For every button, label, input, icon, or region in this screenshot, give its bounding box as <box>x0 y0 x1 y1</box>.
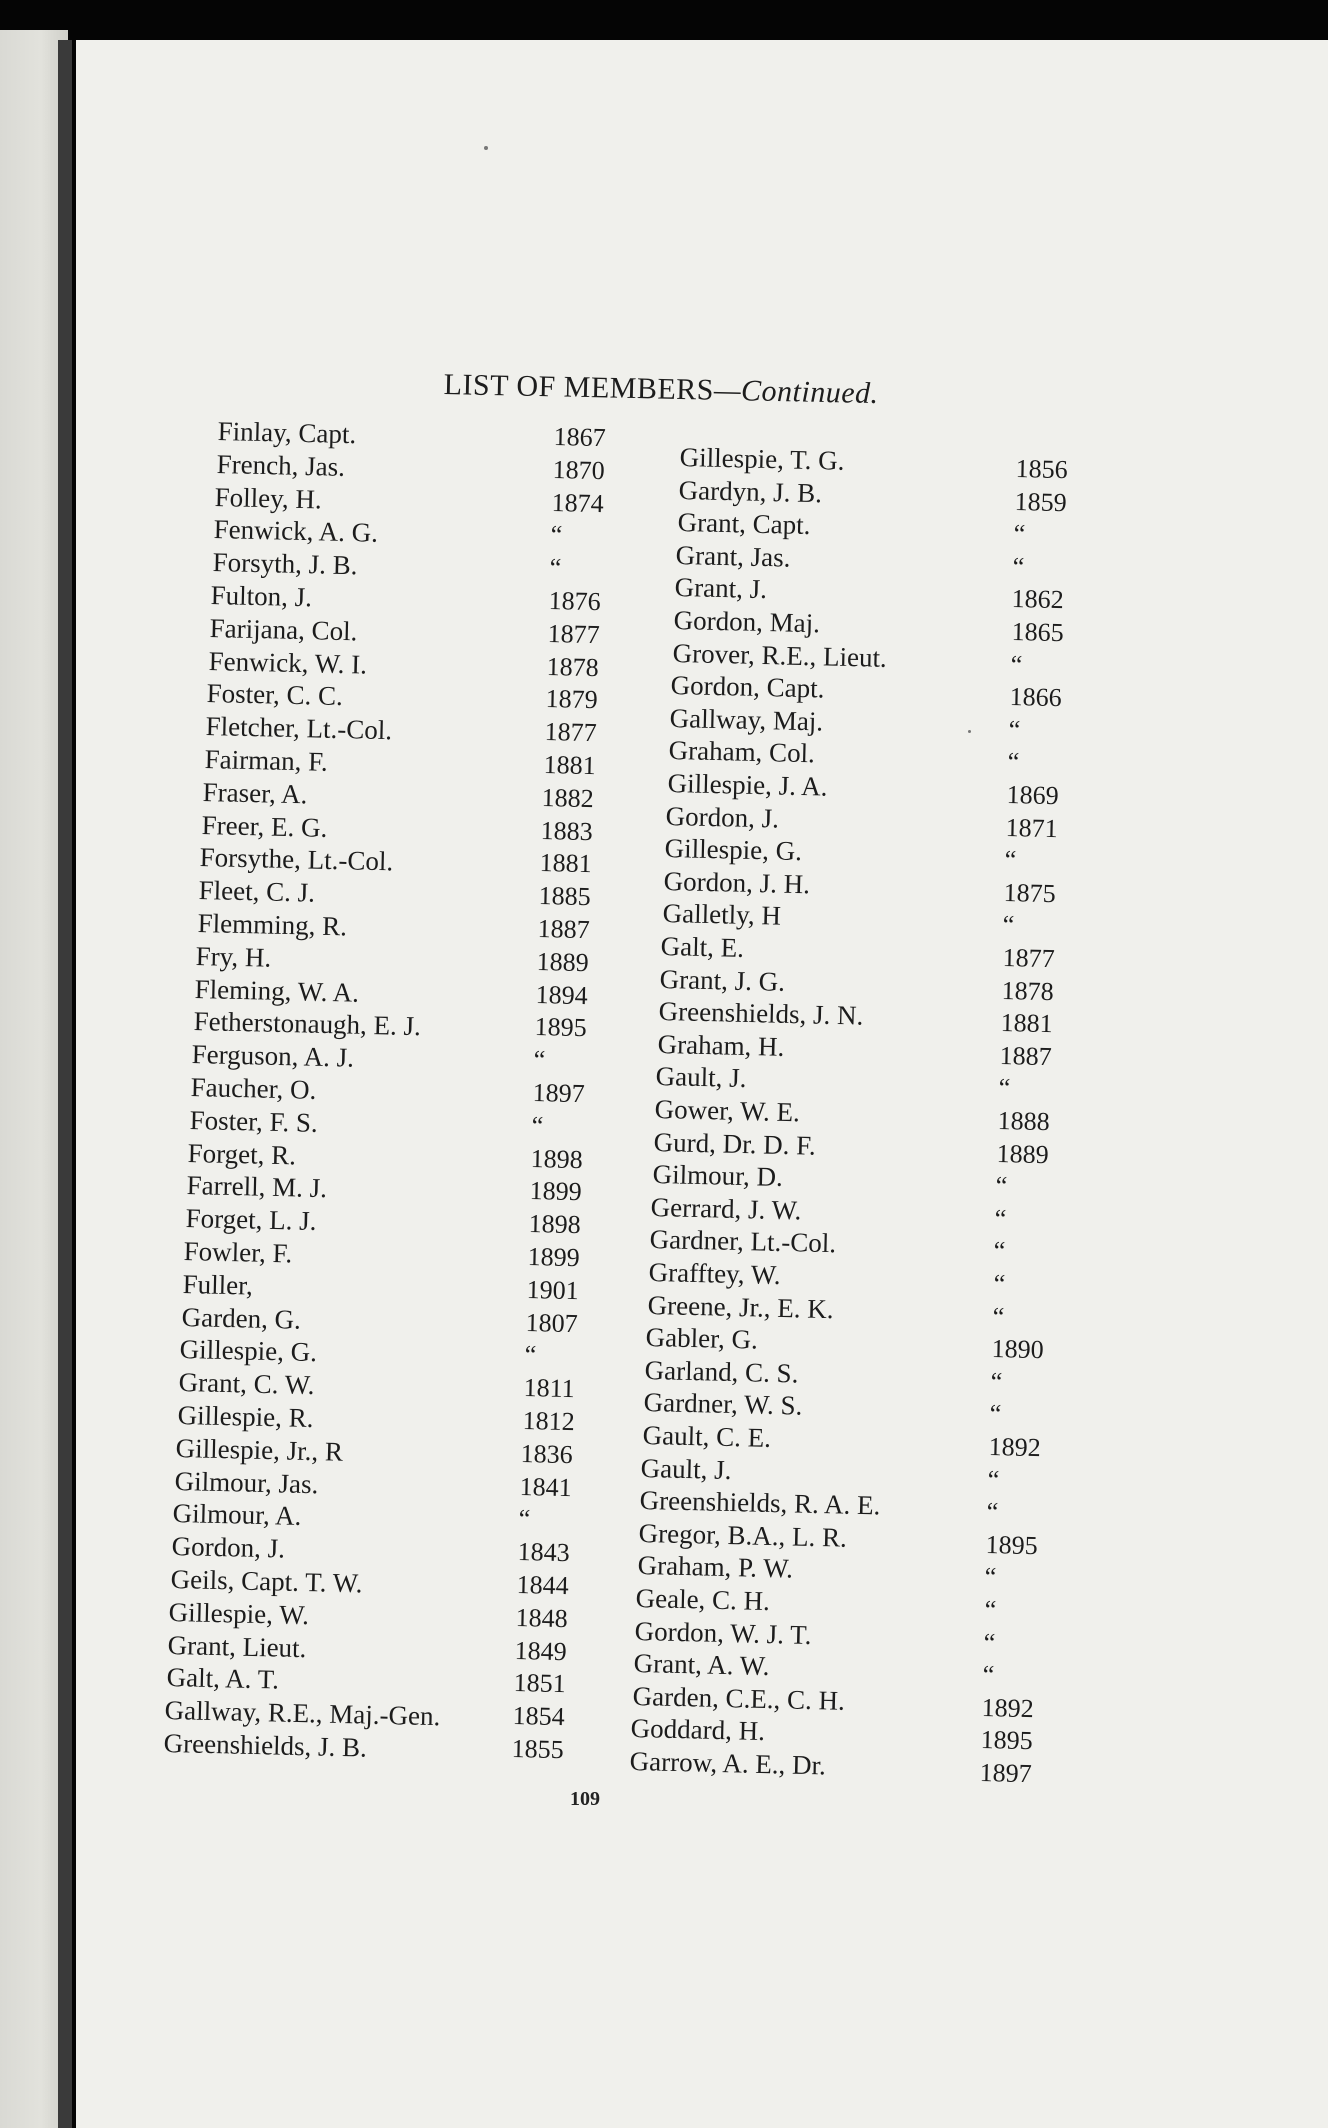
member-year: 1849 <box>514 1635 568 1666</box>
member-name: Galletly, H <box>661 898 781 932</box>
member-name: Gillespie, G. <box>664 833 803 867</box>
member-year: 1859 <box>1014 486 1068 517</box>
member-year: “ <box>550 520 563 550</box>
member-year: 1898 <box>530 1143 583 1174</box>
member-year: 1870 <box>552 454 605 485</box>
member-year: 1890 <box>991 1334 1044 1365</box>
member-year: 1871 <box>1005 812 1059 843</box>
member-year: “ <box>523 1340 537 1370</box>
member-name: Gordon, J. <box>171 1531 286 1564</box>
member-name: Gurd, Dr. D. F. <box>653 1126 816 1161</box>
member-year: 1836 <box>520 1438 574 1469</box>
member-year: 1865 <box>1010 617 1064 648</box>
member-year: 1877 <box>543 717 597 748</box>
member-name: Gardner, Lt.-Col. <box>649 1224 837 1259</box>
member-name: Galt, A. T. <box>166 1662 279 1695</box>
member-name: Gordon, Capt. <box>670 670 825 704</box>
member-name: Grafftey, W. <box>648 1257 781 1290</box>
member-year: 1844 <box>516 1570 570 1601</box>
member-name: Fleet, C. J. <box>198 875 316 908</box>
member-name: Gault, J. <box>655 1061 748 1094</box>
member-year: “ <box>1002 910 1015 940</box>
heading-continued: —Continued. <box>713 373 879 411</box>
member-name: Greenshields, J. B. <box>163 1728 368 1763</box>
member-name: Gabler, G. <box>645 1322 759 1355</box>
member-name: Garden, G. <box>180 1301 301 1335</box>
member-name: Greenshields, J. N. <box>658 996 864 1031</box>
member-name: Farijana, Col. <box>209 612 358 647</box>
member-name: Gallway, R.E., Maj.-Gen. <box>164 1695 442 1732</box>
member-year: “ <box>531 1110 544 1141</box>
member-year: 1899 <box>527 1242 580 1273</box>
member-year: “ <box>983 1595 997 1625</box>
member-year: 1881 <box>1000 1008 1053 1039</box>
member-name: Garland, C. S. <box>644 1354 799 1389</box>
paper-speck <box>968 730 971 733</box>
member-year: “ <box>986 1497 999 1527</box>
member-year: “ <box>994 1203 1007 1234</box>
member-name: Fulton, J. <box>210 580 313 613</box>
member-year: 1879 <box>544 684 598 715</box>
member-name: Grant, C. W. <box>178 1367 315 1401</box>
member-year: “ <box>518 1504 531 1534</box>
member-year: 1855 <box>511 1734 565 1765</box>
member-name: Graham, Col. <box>668 735 815 769</box>
member-name: Garden, C.E., C. H. <box>631 1680 845 1716</box>
member-year: 1897 <box>532 1078 586 1109</box>
member-year: “ <box>989 1399 1002 1429</box>
member-year: “ <box>1008 714 1021 745</box>
member-year: 1899 <box>529 1176 582 1207</box>
member-year: 1877 <box>1001 943 1055 974</box>
member-year: “ <box>998 1073 1011 1103</box>
member-name: Gregor, B.A., L. R. <box>638 1517 847 1553</box>
member-year: 1854 <box>512 1701 566 1732</box>
member-name: Folley, H. <box>214 481 323 515</box>
member-name: Gillespie, R. <box>176 1400 314 1434</box>
member-year: 1897 <box>979 1758 1033 1789</box>
member-name: Grant, Capt. <box>676 507 811 541</box>
member-name: Gault, C. E. <box>641 1420 771 1453</box>
member-year: 1874 <box>551 487 604 518</box>
member-name: Gillespie, J. A. <box>666 768 828 802</box>
member-year: “ <box>993 1236 1006 1266</box>
member-name: Goddard, H. <box>630 1713 766 1747</box>
member-year: 1856 <box>1015 454 1069 485</box>
member-year: 1889 <box>996 1138 1050 1169</box>
member-name: Fry, H. <box>195 940 272 973</box>
member-name: Fowler, F. <box>183 1236 293 1269</box>
member-year: “ <box>1004 845 1017 875</box>
member-year: 1841 <box>519 1471 573 1502</box>
member-year: 1894 <box>535 979 589 1010</box>
member-name: Fletcher, Lt.-Col. <box>205 711 393 746</box>
member-year: “ <box>1013 519 1026 549</box>
member-year: 1867 <box>553 422 607 453</box>
member-year: 1869 <box>1006 780 1060 811</box>
member-year: 1887 <box>537 914 591 945</box>
member-year: “ <box>987 1464 1000 1494</box>
member-name: Gallway, Maj. <box>669 702 824 737</box>
member-year: “ <box>533 1045 546 1075</box>
member-name: Gilmour, Jas. <box>174 1465 319 1499</box>
member-name: Gordon, J. <box>665 800 780 834</box>
paper-speck <box>484 146 488 150</box>
member-name: Gardyn, J. B. <box>678 474 823 508</box>
member-name: Forget, L. J. <box>184 1203 317 1237</box>
member-year: 1877 <box>547 618 600 649</box>
member-name: Farrell, M. J. <box>186 1170 328 1204</box>
member-year: 1866 <box>1009 682 1062 713</box>
member-name: Gillespie, W. <box>168 1596 310 1630</box>
member-year: “ <box>995 1171 1008 1201</box>
member-name: Greenshields, R. A. E. <box>639 1485 881 1521</box>
member-year: 1878 <box>546 651 599 682</box>
member-year: 1882 <box>541 782 595 813</box>
member-year: 1848 <box>515 1602 569 1633</box>
member-name: French, Jas. <box>216 448 345 482</box>
member-name: Gerrard, J. W. <box>650 1191 802 1226</box>
member-year: 1895 <box>534 1012 588 1043</box>
page-number: 109 <box>570 1788 600 1810</box>
member-name: Gillespie, Jr., R <box>175 1432 344 1467</box>
member-name: Forsyth, J. B. <box>211 547 358 581</box>
member-year: 1888 <box>997 1106 1051 1137</box>
member-name: Galt, E. <box>660 931 745 963</box>
member-name: Fenwick, A. G. <box>213 514 379 549</box>
member-year: 1878 <box>1000 975 1054 1006</box>
member-year: 1895 <box>985 1529 1039 1560</box>
member-name: Grant, Jas. <box>675 539 792 573</box>
member-name: Fraser, A. <box>202 776 308 810</box>
page-gutter <box>58 40 72 2128</box>
member-name: Gordon, W. J. T. <box>634 1615 812 1650</box>
member-name: Geale, C. H. <box>635 1583 771 1617</box>
member-name: Gilmour, A. <box>172 1498 303 1532</box>
member-name: Fairman, F. <box>203 744 328 777</box>
member-name: Gordon, J. H. <box>663 865 811 900</box>
member-name: Greene, Jr., E. K. <box>646 1289 834 1324</box>
member-name: Forsythe, Lt.-Col. <box>199 842 394 877</box>
member-name: Flemming, R. <box>197 908 348 942</box>
member-name: Gordon, Maj. <box>673 605 820 639</box>
member-year: 1898 <box>528 1209 581 1240</box>
member-year: 1892 <box>988 1432 1042 1463</box>
member-name: Gilmour, D. <box>651 1159 783 1193</box>
member-name: Forget, R. <box>187 1137 297 1171</box>
member-name: Gardner, W. S. <box>643 1387 803 1421</box>
member-year: 1895 <box>980 1725 1033 1756</box>
member-name: Fetherstonaugh, E. J. <box>193 1006 421 1042</box>
member-year: 1881 <box>539 848 593 879</box>
member-year: “ <box>982 1627 996 1657</box>
member-year: 1889 <box>536 946 590 977</box>
member-name: Gillespie, G. <box>179 1334 318 1368</box>
member-name: Grant, Lieut. <box>167 1629 307 1663</box>
member-name: Grant, J. G. <box>659 963 786 997</box>
member-name: Grant, A. W. <box>633 1648 770 1682</box>
member-name: Foster, C. C. <box>206 678 344 712</box>
member-name: Grover, R.E., Lieut. <box>671 637 887 673</box>
member-name: Graham, H. <box>656 1028 785 1062</box>
member-year: “ <box>992 1269 1006 1299</box>
member-year: “ <box>549 553 562 583</box>
member-year: “ <box>1009 649 1023 679</box>
member-name: Fuller, <box>182 1268 254 1301</box>
member-name: Garrow, A. E., Dr. <box>629 1746 827 1781</box>
member-year: “ <box>1012 551 1025 582</box>
member-year: “ <box>984 1562 997 1592</box>
member-year: 1862 <box>1011 584 1065 615</box>
member-year: 1887 <box>999 1040 1052 1071</box>
heading-main: LIST OF MEMBERS <box>443 368 715 407</box>
member-year: 1892 <box>981 1692 1034 1723</box>
member-name: Gault, J. <box>640 1452 733 1485</box>
member-name: Gower, W. E. <box>654 1094 801 1128</box>
member-year: 1876 <box>548 586 601 617</box>
member-name: Geils, Capt. T. W. <box>170 1564 363 1599</box>
member-year: 1883 <box>540 815 594 846</box>
member-name: Graham, P. W. <box>636 1550 793 1584</box>
member-name: Freer, E. G. <box>201 809 328 843</box>
member-name: Foster, F. S. <box>189 1104 318 1138</box>
member-year: “ <box>991 1301 1005 1331</box>
member-year: 1881 <box>542 750 596 781</box>
member-year: “ <box>1007 747 1020 777</box>
member-name: Ferguson, A. J. <box>191 1039 355 1073</box>
member-year: “ <box>990 1366 1003 1397</box>
member-name: Faucher, O. <box>190 1072 317 1105</box>
member-year: 1812 <box>521 1406 575 1437</box>
member-name: Grant, J. <box>674 572 768 605</box>
member-year: 1875 <box>1003 877 1057 908</box>
member-year: 1811 <box>522 1373 575 1404</box>
member-year: 1843 <box>517 1537 571 1568</box>
member-year: “ <box>982 1660 995 1690</box>
member-name: Fleming, W. A. <box>194 973 360 1008</box>
member-name: Finlay, Capt. <box>217 416 357 450</box>
member-year: 1885 <box>538 881 592 912</box>
member-year: 1851 <box>513 1668 567 1699</box>
member-name: Fenwick, W. I. <box>207 645 367 680</box>
member-year: 1901 <box>526 1274 579 1305</box>
member-year: 1807 <box>525 1307 578 1338</box>
member-name: Gillespie, T. G. <box>679 442 845 476</box>
